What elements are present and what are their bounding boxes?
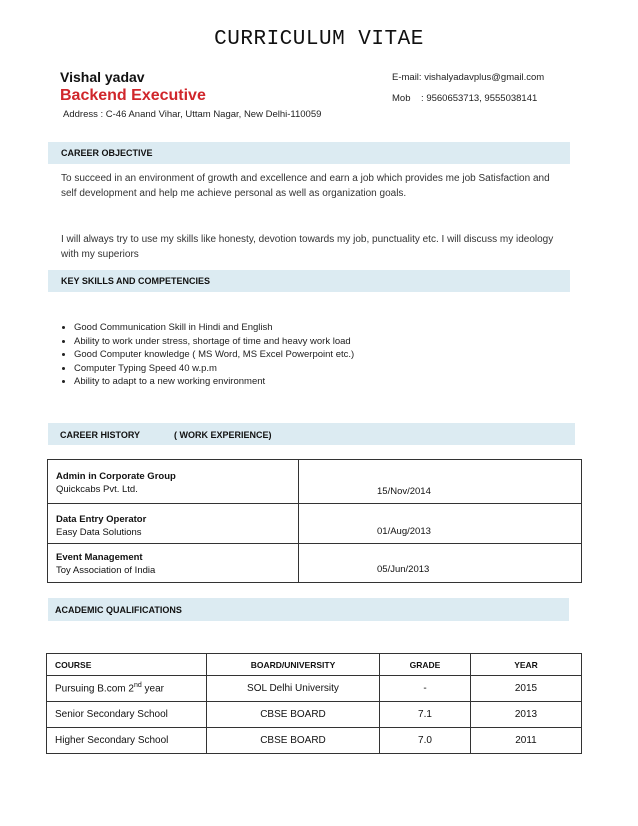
work-cell (48, 460, 299, 504)
course-cell: Higher Secondary School (47, 728, 207, 754)
course-name: Pursuing B.com 2 (55, 683, 134, 695)
grade-cell: 7.1 (380, 702, 471, 728)
table-row (48, 460, 582, 504)
work-history-table (47, 459, 582, 583)
work-date-cell (299, 504, 582, 544)
skill-item: • Good Computer knowledge ( MS Word, MS Excel Powerpoint etc.) (74, 348, 354, 362)
year-cell: 2015 (471, 676, 582, 702)
candidate-address: Address : C-46 Anand Vihar, Uttam Nagar, New Delhi-110059 (63, 109, 322, 120)
course-name-suffix: year (141, 683, 164, 695)
course-superscript: nd (133, 682, 142, 690)
skill-item: • Ability to adapt to a new working environment (74, 375, 354, 389)
year-cell: 2013 (471, 702, 582, 728)
table-row (48, 544, 582, 583)
career-objective-band (48, 142, 570, 164)
column-header: BOARD/UNIVERSITY (207, 654, 380, 676)
grade-cell: 7.0 (380, 728, 471, 754)
column-header: GRADE (380, 654, 471, 676)
board-cell: CBSE BOARD (207, 728, 380, 754)
skills-list (59, 321, 354, 389)
career-history-band (48, 423, 575, 445)
career-objective-heading: CAREER OBJECTIVE (61, 148, 153, 158)
job-organization: Easy Data Solutions (56, 527, 142, 538)
job-title: Admin in Corporate Group (56, 471, 176, 482)
job-organization: Quickcabs Pvt. Ltd. (56, 484, 138, 495)
job-date: 15/Nov/2014 (377, 486, 431, 497)
table-row (47, 676, 582, 702)
job-title: Data Entry Operator (56, 514, 147, 525)
work-date-cell (299, 460, 582, 504)
board-cell: SOL Delhi University (207, 676, 380, 702)
key-skills-heading: KEY SKILLS AND COMPETENCIES (61, 276, 211, 286)
year-cell: 2011 (471, 728, 582, 754)
document-title: CURRICULUM VITAE (214, 28, 424, 51)
course-cell: Senior Secondary School (47, 702, 207, 728)
job-date: 05/Jun/2013 (377, 564, 430, 575)
column-header: COURSE (47, 654, 207, 676)
key-skills-band (48, 270, 570, 292)
skill-item: • Ability to work under stress, shortage of time and heavy work load (74, 335, 354, 349)
table-row (47, 728, 582, 754)
academic-heading: ACADEMIC QUALIFICATIONS (55, 605, 182, 615)
job-date: 01/Aug/2013 (377, 526, 431, 537)
career-objective-para-1: To succeed in an environment of growth and excellence and earn a job which provides me job Satisfaction and self development and help me achieve personal as well as organization goals. (61, 173, 550, 199)
job-title: Event Management (56, 552, 143, 563)
candidate-role: Backend Executive (60, 87, 206, 104)
candidate-email: E-mail: vishalyadavplus@gmail.com (392, 72, 545, 83)
grade-cell: - (380, 676, 471, 702)
table-row (48, 504, 582, 544)
candidate-name: Vishal yadav (60, 69, 145, 85)
table-row (47, 702, 582, 728)
career-history-subheading: ( WORK EXPERIENCE) (174, 430, 272, 440)
work-cell (48, 544, 299, 583)
course-cell (47, 676, 207, 702)
board-cell: CBSE BOARD (207, 702, 380, 728)
career-objective-para-2: I will always try to use my skills like honesty, devotion towards my job, punctuality etc. I will discuss my ideology with my superiors (61, 234, 554, 260)
work-cell (48, 504, 299, 544)
work-date-cell (299, 544, 582, 583)
skill-item: • Good Communication Skill in Hindi and English (74, 321, 354, 335)
career-history-heading: CAREER HISTORY (60, 430, 141, 440)
table-header-row (47, 654, 582, 676)
job-organization: Toy Association of India (56, 565, 156, 576)
column-header: YEAR (471, 654, 582, 676)
candidate-mobile: Mob : 9560653713, 9555038141 (392, 93, 538, 104)
academic-band (48, 598, 569, 621)
academic-table (46, 653, 582, 754)
skill-item: • Computer Typing Speed 40 w.p.m (74, 362, 354, 376)
